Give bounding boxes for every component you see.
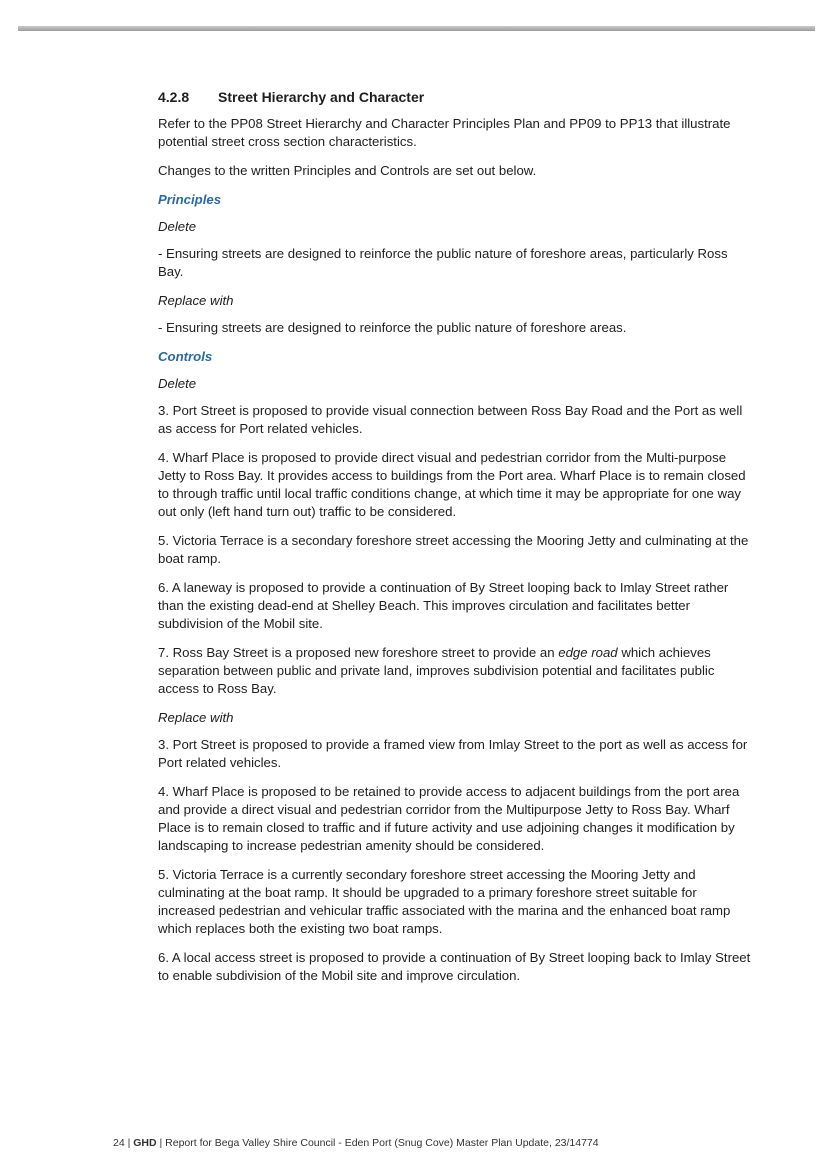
principles-heading: Principles bbox=[158, 192, 222, 207]
footer-page-number: 24 | bbox=[113, 1137, 134, 1149]
controls-delete-item: 5. Victoria Terrace is a secondary foreshore street accessing the Mooring Jetty and culminating at the boat ramp. bbox=[158, 533, 749, 566]
item7-text-before: 7. Ross Bay Street is a proposed new foreshore street to provide an bbox=[158, 645, 559, 660]
footer-org: GHD bbox=[133, 1137, 157, 1149]
section-heading bbox=[158, 88, 756, 106]
controls-delete-item: 3. Port Street is proposed to provide visual connection between Ross Bay Road and the Port as well as access for Port related vehicles. bbox=[158, 403, 743, 436]
item7-text-after: which achieves separation between public and private land, improves subdivision potential and facilitates public access to Ross Bay. bbox=[158, 645, 715, 696]
section-number: 4.2.8 bbox=[158, 89, 190, 105]
document-body bbox=[158, 88, 756, 996]
principles-delete-label: Delete bbox=[158, 219, 197, 234]
controls-replace-label: Replace with bbox=[158, 710, 234, 725]
controls-heading: Controls bbox=[158, 349, 213, 364]
controls-delete-label: Delete bbox=[158, 376, 197, 391]
page-footer bbox=[113, 1137, 599, 1149]
controls-replace-item: 5. Victoria Terrace is a currently secondary foreshore street accessing the Mooring Jetty and culminating at the boat ramp. It should be upgraded to a primary foreshore street suitable for increased pedestrian and vehicular traffic associated with the marina and the enhanced boat ramp which replaces both the existing two boat ramps. bbox=[158, 867, 731, 936]
intro-paragraph: Changes to the written Principles and Controls are set out below. bbox=[158, 163, 537, 178]
footer-report-title: | Report for Bega Valley Shire Council - Eden Port (Snug Cove) Master Plan Update, 23/14774 bbox=[156, 1137, 599, 1149]
principles-replace-label: Replace with bbox=[158, 293, 234, 308]
controls-replace-item: 6. A local access street is proposed to provide a continuation of By Street looping back to Imlay Street to enable subdivision of the Mobil site and improve circulation. bbox=[158, 950, 751, 983]
controls-replace-item: 4. Wharf Place is proposed to be retained to provide access to adjacent buildings from the port area and provide a direct visual and pedestrian corridor from the Multipurpose Jetty to Ross Bay. Wharf Place is to remain closed to traffic and if future activity and use adjoining changes it modification by landscaping to increase pedestrian amenity should be considered. bbox=[158, 784, 740, 853]
controls-delete-item: 4. Wharf Place is proposed to provide direct visual and pedestrian corridor from the Multi-purpose Jetty to Ross Bay. It provides access to buildings from the Port area. Wharf Place is to remain closed to through traffic until local traffic conditions change, at which time it may be appropriate for one way out only (left hand turn out) traffic to be considered. bbox=[158, 450, 746, 519]
header-rule bbox=[18, 26, 815, 31]
controls-delete-item: 6. A laneway is proposed to provide a continuation of By Street looping back to Imlay Street rather than the existing dead-end at Shelley Beach. This improves circulation and facilitates better subdivision of the Mobil site. bbox=[158, 580, 729, 631]
controls-delete-item-7 bbox=[158, 644, 756, 698]
section-title: Street Hierarchy and Character bbox=[218, 89, 425, 105]
principles-delete-text: - Ensuring streets are designed to reinforce the public nature of foreshore areas, particularly Ross Bay. bbox=[158, 246, 728, 279]
intro-paragraph: Refer to the PP08 Street Hierarchy and Character Principles Plan and PP09 to PP13 that illustrate potential street cross section characteristics. bbox=[158, 116, 731, 149]
controls-replace-item: 3. Port Street is proposed to provide a framed view from Imlay Street to the port as well as access for Port related vehicles. bbox=[158, 737, 748, 770]
item7-italic-term: edge road bbox=[558, 645, 618, 660]
principles-replace-text: - Ensuring streets are designed to reinforce the public nature of foreshore areas. bbox=[158, 320, 627, 335]
